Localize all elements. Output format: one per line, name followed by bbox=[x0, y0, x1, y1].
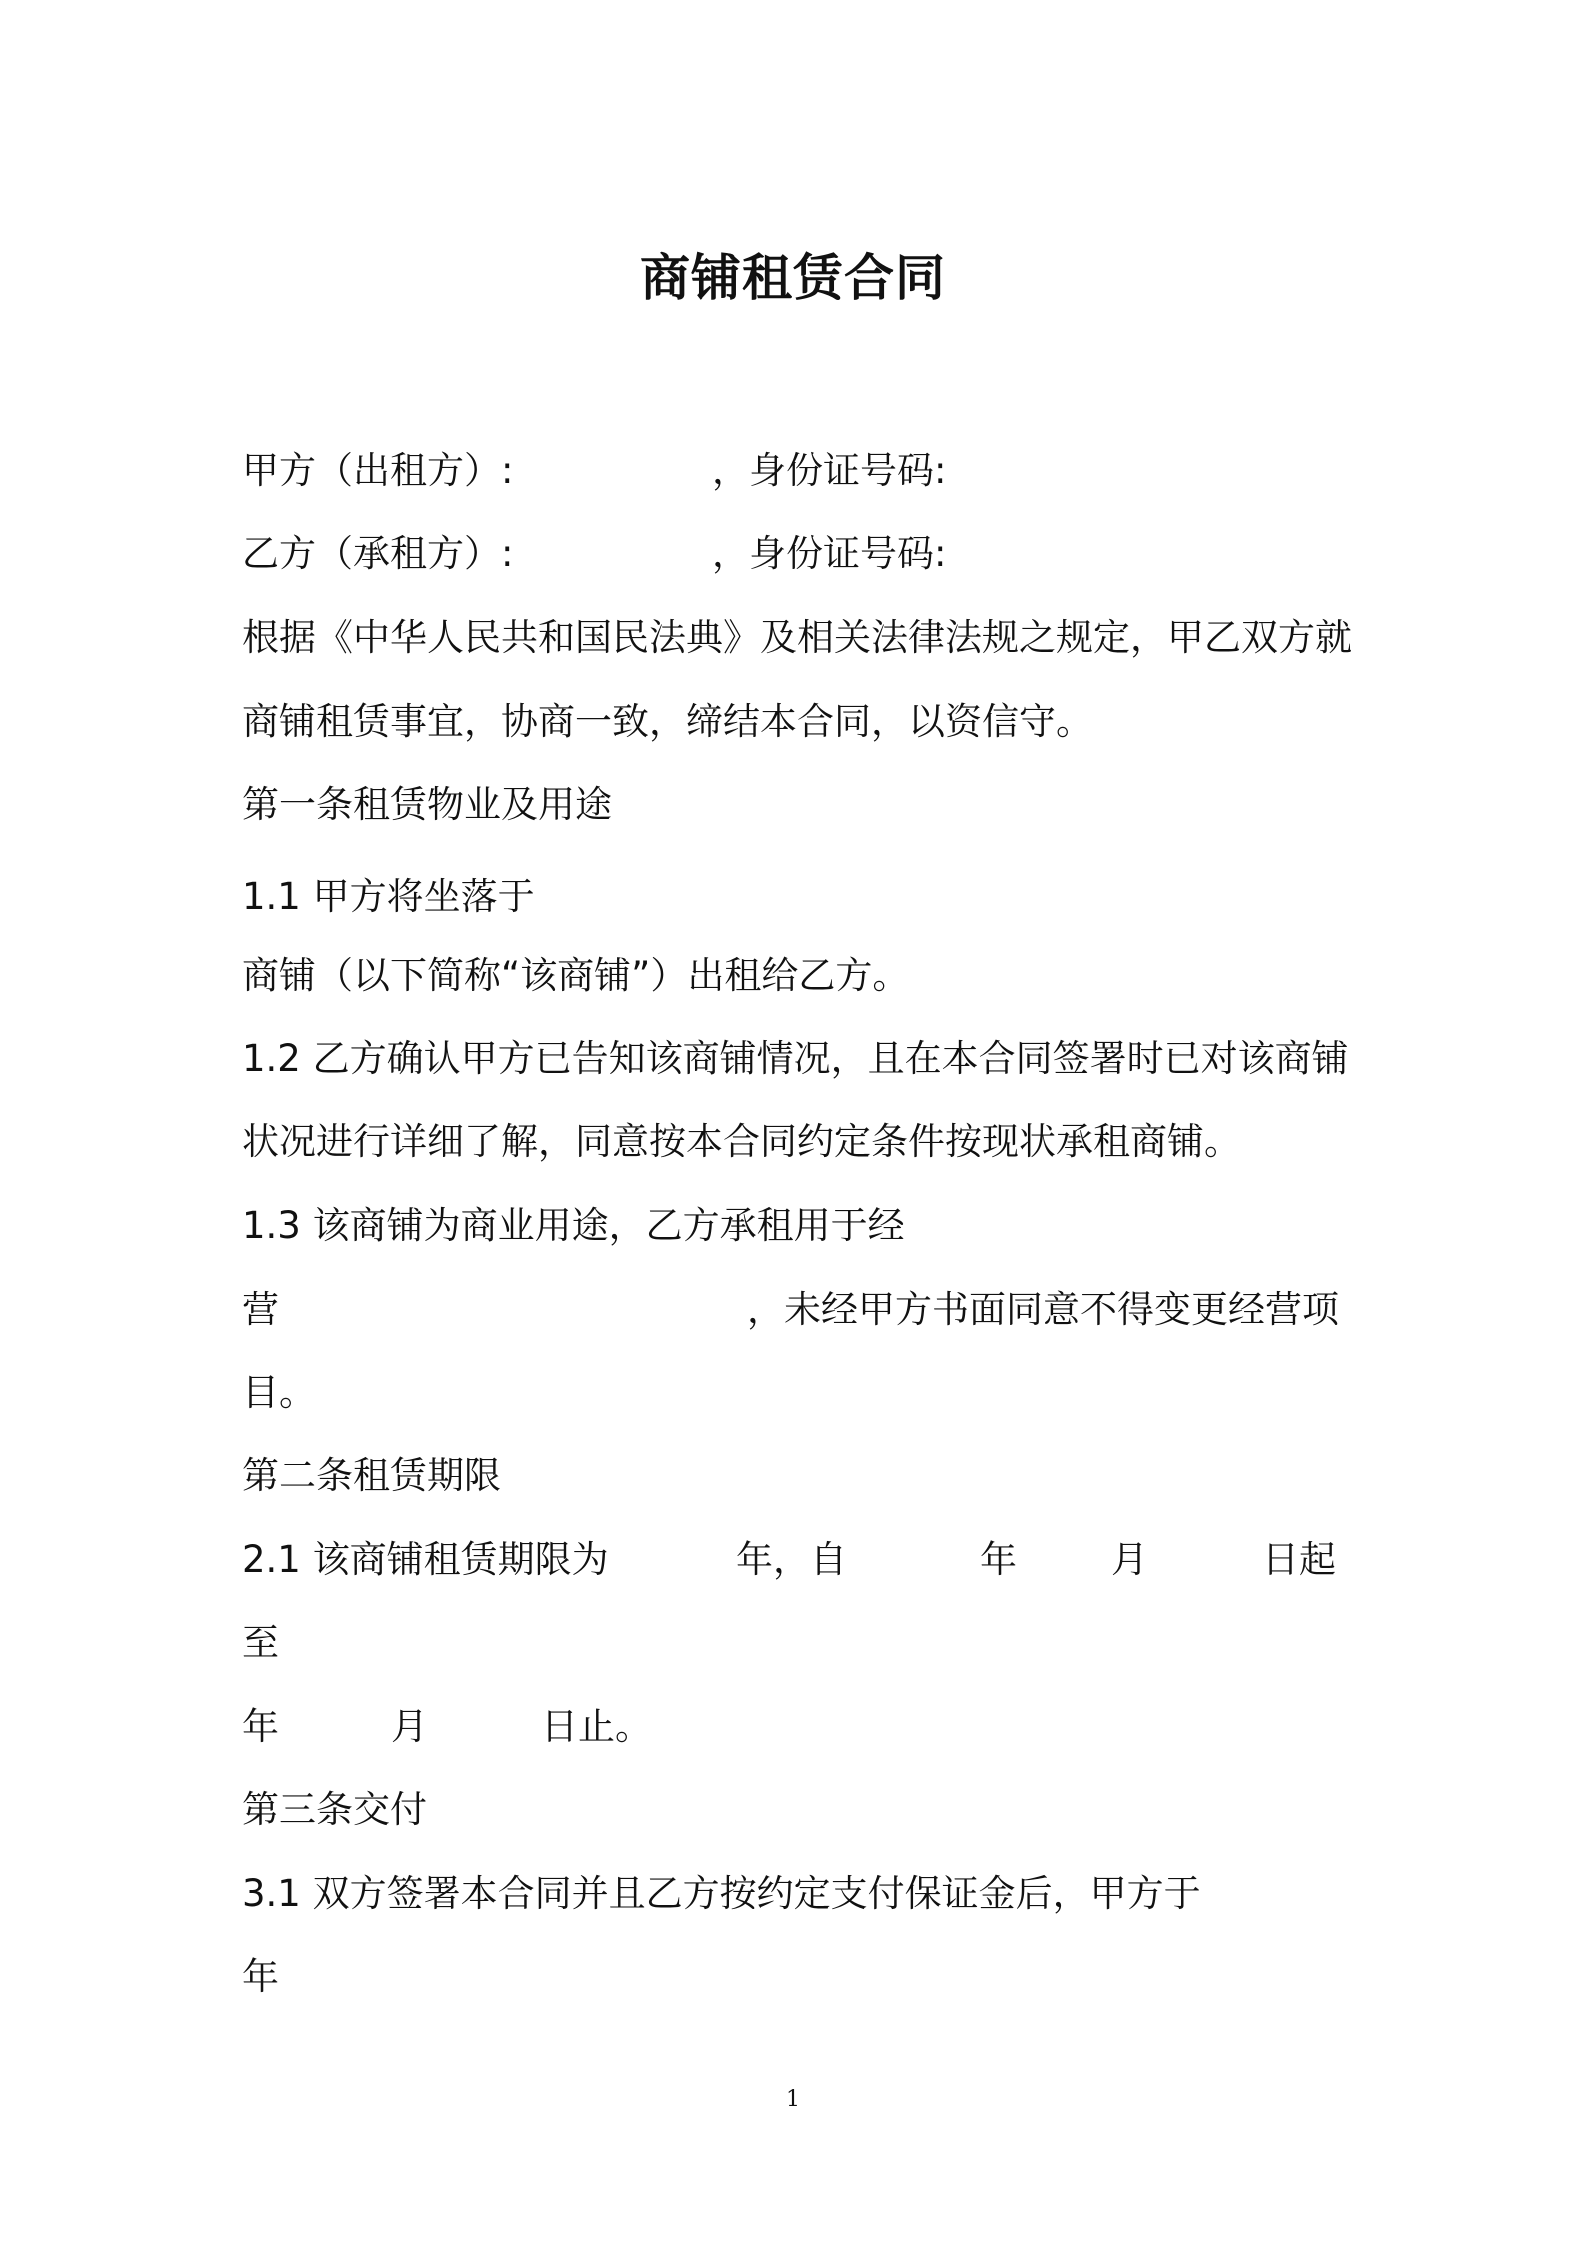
clause-2-1-end-day: 日止。 bbox=[541, 1705, 652, 1748]
clause-2-1-year-unit: 年，自 bbox=[736, 1538, 847, 1581]
clause-1-3-line-1: 1.3 该商铺为商业用途，乙方承租用于经 bbox=[242, 1204, 905, 1247]
article-1-heading: 第一条租赁物业及用途 bbox=[242, 783, 612, 826]
party-a-line bbox=[242, 445, 1342, 497]
clause-1-3-start: 营 bbox=[242, 1288, 279, 1331]
clause-2-1-line-1 bbox=[242, 1534, 1342, 1586]
clause-2-1-end-year: 年 bbox=[242, 1705, 279, 1748]
clause-1-2-line-1: 1.2 乙方确认甲方已告知该商铺情况，且在本合同签署时已对该商铺 bbox=[242, 1037, 1349, 1080]
clause-2-1-start-month: 月 bbox=[1111, 1538, 1148, 1581]
party-b-id-label: ，身份证号码: bbox=[712, 532, 947, 575]
clause-1-1-line-1: 1.1 甲方将坐落于 bbox=[242, 875, 535, 918]
clause-1-2-line-2: 状况进行详细了解，同意按本合同约定条件按现状承租商铺。 bbox=[242, 1120, 1241, 1163]
clause-1-3-end: ，未经甲方书面同意不得变更经营项 bbox=[747, 1288, 1339, 1331]
clause-2-1-start-year: 年 bbox=[980, 1538, 1017, 1581]
clause-3-1-line-2: 年 bbox=[242, 1955, 279, 1998]
clause-2-1-intro: 2.1 该商铺租赁期限为 bbox=[242, 1538, 609, 1581]
party-b-label: 乙方（承租方）: bbox=[242, 532, 514, 575]
clause-2-1-start-day: 日起 bbox=[1262, 1538, 1336, 1581]
contract-title: 商铺租赁合同 bbox=[640, 249, 946, 307]
clause-1-3-line-3: 目。 bbox=[242, 1371, 316, 1414]
preamble-line-1: 根据《中华人民共和国民法典》及相关法律法规之规定，甲乙双方就 bbox=[242, 616, 1352, 659]
clause-3-1-line-1: 3.1 双方签署本合同并且乙方按约定支付保证金后，甲方于 bbox=[242, 1872, 1201, 1915]
clause-2-1-line-2: 至 bbox=[242, 1621, 279, 1664]
clause-1-3-line-2 bbox=[242, 1284, 1342, 1336]
article-2-heading: 第二条租赁期限 bbox=[242, 1454, 501, 1497]
clause-1-1-line-2: 商铺（以下简称“该商铺”）出租给乙方。 bbox=[242, 954, 910, 997]
clause-2-1-line-3 bbox=[242, 1701, 842, 1753]
article-3-heading: 第三条交付 bbox=[242, 1788, 427, 1831]
party-a-label: 甲方（出租方）: bbox=[242, 449, 514, 492]
preamble-line-2: 商铺租赁事宜，协商一致，缔结本合同，以资信守。 bbox=[242, 700, 1093, 743]
party-b-line bbox=[242, 528, 1342, 580]
party-a-id-label: ，身份证号码: bbox=[712, 449, 947, 492]
clause-2-1-end-month: 月 bbox=[391, 1705, 428, 1748]
page-number: 1 bbox=[786, 2087, 800, 2112]
